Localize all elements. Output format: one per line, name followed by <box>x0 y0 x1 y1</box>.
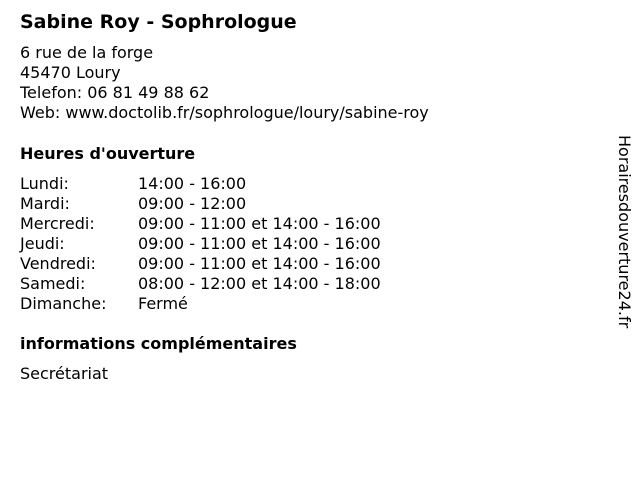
day-label: Samedi: <box>20 274 86 293</box>
day-label: Dimanche: <box>20 294 107 313</box>
contact-block <box>20 43 429 123</box>
day-label: Jeudi: <box>20 234 65 253</box>
opening-hours-heading: Heures d'ouverture <box>20 144 196 163</box>
website: Web: www.doctolib.fr/sophrologue/loury/sabine-roy <box>20 103 429 122</box>
business-name: Sabine Roy - Sophrologue <box>20 11 297 33</box>
site-watermark: Horairesdouverture24.fr <box>615 135 634 329</box>
address-city: 45470 Loury <box>20 63 121 82</box>
day-hours: 09:00 - 11:00 et 14:00 - 16:00 <box>138 254 381 273</box>
day-hours: 09:00 - 11:00 et 14:00 - 16:00 <box>138 214 381 233</box>
additional-info-heading: informations complémentaires <box>20 334 297 353</box>
day-label: Mercredi: <box>20 214 95 233</box>
day-hours: 14:00 - 16:00 <box>138 174 247 193</box>
day-label: Lundi: <box>20 174 69 193</box>
address-street: 6 rue de la forge <box>20 43 154 62</box>
day-hours: Fermé <box>138 294 188 313</box>
phone-number: Telefon: 06 81 49 88 62 <box>20 83 210 102</box>
day-hours: 09:00 - 11:00 et 14:00 - 16:00 <box>138 234 381 253</box>
day-hours: 08:00 - 12:00 et 14:00 - 18:00 <box>138 274 381 293</box>
day-label: Mardi: <box>20 194 70 213</box>
day-hours: 09:00 - 12:00 <box>138 194 247 213</box>
additional-info-text: Secrétariat <box>20 364 109 383</box>
day-label: Vendredi: <box>20 254 96 273</box>
